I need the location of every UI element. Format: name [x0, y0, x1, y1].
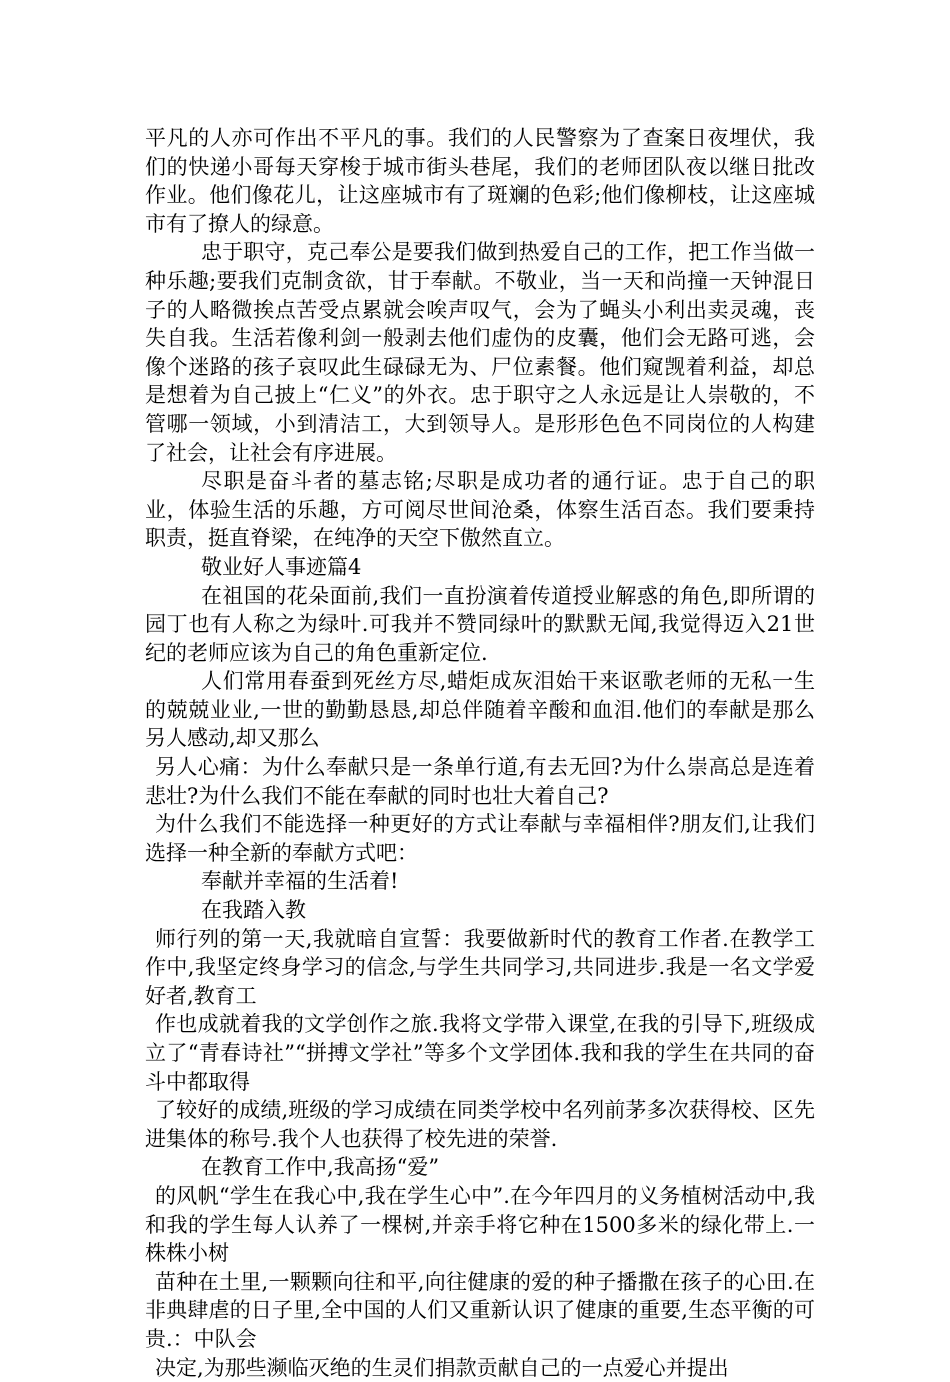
paragraph-12: 了较好的成绩,班级的学习成绩在同类学校中名列前茅多次获得校、区先进集体的称号.我个人也获得了校先进的荣誉. [145, 1098, 815, 1151]
paragraph-15: 苗种在土里,一颗颗向往和平,向往健康的爱的种子播撒在孩子的心田.在非典肆虐的日子里,全中国的人们又重新认识了健康的重要,生态平衡的可贵.：中队会 [145, 1269, 815, 1351]
paragraph-2: 忠于职守，克己奉公是要我们做到热爱自己的工作，把工作当做一种乐趣;要我们克制贪欲，甘于奉献。不敬业，当一天和尚撞一天钟混日子的人略微挨点苦受点累就会唉声叹气，会为了蝇头小利出卖灵魂，丧失自我。生活若像利剑一般剥去他们虚伪的皮囊，他们会无路可逃，会像个迷路的孩子哀叹此生碌碌无为、尸位素餐。他们窥觊着利益，却总是想着为自己披上“仁义”的外衣。忠于职守之人永远是让人崇敬的，不管哪一领域，小到清洁工，大到领导人。是形形色色不同岗位的人构建了社会，让社会有序进展。 [145, 240, 815, 465]
paragraph-14: 的风帆“学生在我心中,我在学生心中”.在今年四月的义务植树活动中,我和我的学生每人认养了一棵树,并亲手将它种在1500多米的绿化带上.一株株小树 [145, 1183, 815, 1266]
paragraph-13: 在教育工作中,我高扬“爱” [201, 1155, 440, 1180]
section-heading: 敬业好人事迹篇4 [201, 554, 362, 579]
paragraph-7: 为什么我们不能选择一种更好的方式让奉献与幸福相伴?朋友们,让我们选择一种全新的奉献方式吧： [145, 812, 815, 865]
paragraph-1: 平凡的人亦可作出不平凡的事。我们的人民警察为了查案日夜埋伏，我们的快递小哥每天穿梭于城市街头巷尾，我们的老师团队夜以继日批改作业。他们像花儿，让这座城市有了斑斓的色彩;他们像柳枝，让这座城市有了撩人的绿意。 [145, 126, 815, 236]
paragraph-10: 师行列的第一天,我就暗自宣誓：我要做新时代的教育工作者.在教学工作中,我坚定终身学习的信念,与学生共同学习,共同进步.我是一名文学爱好者,教育工 [145, 926, 815, 1008]
paragraph-9: 在我踏入教 [201, 898, 306, 923]
paragraph-11: 作也成就着我的文学创作之旅.我将文学带入课堂,在我的引导下,班级成立了“青春诗社”“拼搏文学社”等多个文学团体.我和我的学生在共同的奋斗中都取得 [145, 1012, 815, 1094]
paragraph-6: 另人心痛：为什么奉献只是一条单行道,有去无回?为什么崇高总是连着悲壮?为什么我们不能在奉献的同时也壮大着自己? [145, 755, 815, 808]
paragraph-8: 奉献并幸福的生活着! [201, 869, 399, 894]
paragraph-4: 在祖国的花朵面前,我们一直扮演着传道授业解惑的角色,即所谓的园丁也有人称之为绿叶.可我并不赞同绿叶的默默无闻,我觉得迈入21世纪的老师应该为自己的角色重新定位. [145, 583, 815, 665]
paragraph-5: 人们常用春蚕到死丝方尽,蜡炬成灰泪始干来讴歌老师的无私一生的兢兢业业,一世的勤勤恳恳,却总伴随着辛酸和血泪.他们的奉献是那么另人感动,却又那么 [145, 669, 815, 751]
document-body [145, 124, 815, 1382]
paragraph-16: 决定,为那些濒临灭绝的生灵们捐款贡献自己的一点爱心并提出 [155, 1355, 729, 1380]
paragraph-3: 尽职是奋斗者的墓志铭;尽职是成功者的通行证。忠于自己的职业，体验生活的乐趣，方可阅尽世间沧桑，体察生活百态。我们要秉持职责，挺直脊梁，在纯净的天空下傲然直立。 [145, 469, 815, 551]
